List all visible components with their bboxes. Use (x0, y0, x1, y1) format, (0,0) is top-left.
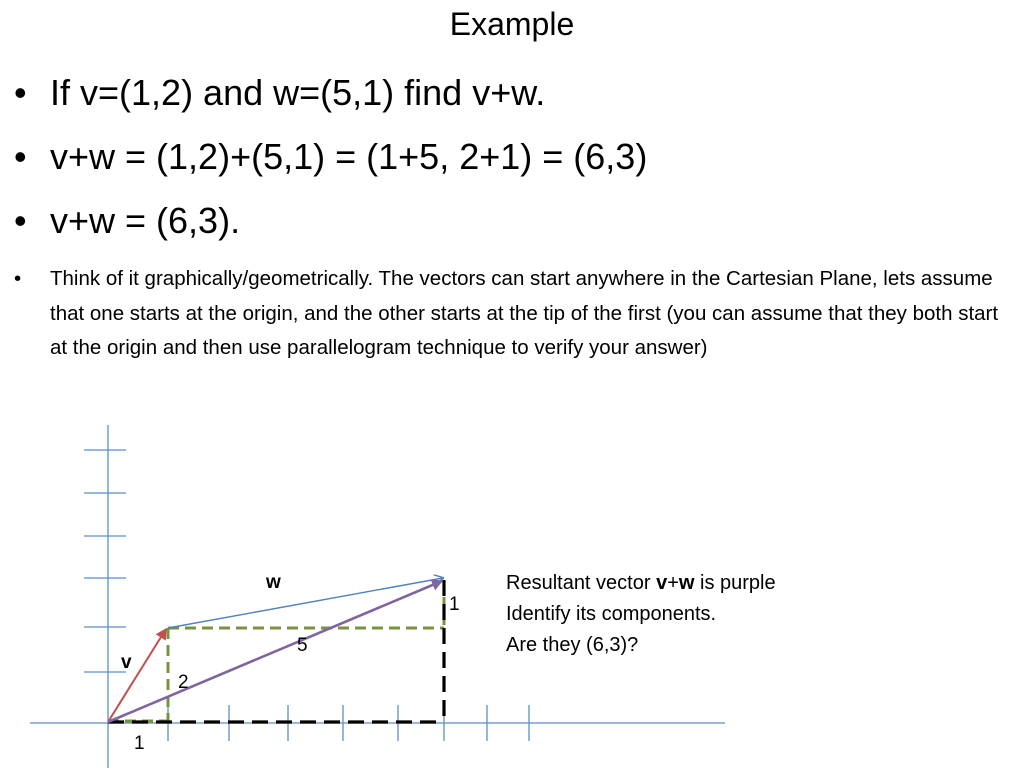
label-w: w (266, 572, 281, 593)
bullet-problem (14, 70, 1004, 116)
note-line-1 (506, 568, 776, 599)
note-v: v (656, 572, 668, 594)
vector-resultant (108, 581, 442, 722)
slide-title: Example (449, 6, 575, 42)
bullet-explanation (14, 262, 1004, 366)
note-prefix: Resultant vector (506, 572, 657, 594)
note-line-2: Identify its components. (506, 603, 717, 625)
resultant-note (506, 568, 776, 661)
note-line-3: Are they (6,3)? (506, 634, 639, 656)
label-one-bottom: 1 (134, 733, 145, 754)
note-suffix: is purple (694, 572, 776, 594)
bullet-dot: • (14, 267, 22, 290)
label-v: v (121, 652, 132, 673)
note-w: w (678, 572, 695, 594)
vector-v (108, 629, 166, 722)
vector-w (168, 578, 443, 628)
bullet-text: If v=(1,2) and w=(5,1) find v+w. (50, 72, 546, 113)
bullet-dot: • (14, 200, 27, 241)
bullet-computation (14, 134, 1004, 180)
bullet-answer (14, 198, 1004, 244)
bullet-dot: • (14, 72, 27, 113)
y-axis-ticks (84, 450, 126, 672)
bullet-text: Think of it graphically/geometrically. The vectors can start anywhere in the Cartesian Plane, lets assume that one starts at the origin, and the other starts at the tip of the first (you can assume that they both start at the origin and then use parallelogram technique to verify your answer) (50, 267, 999, 359)
bullet-text: v+w = (1,2)+(5,1) = (1+5, 2+1) = (6,3) (50, 136, 648, 177)
label-two: 2 (178, 672, 189, 693)
label-one-top: 1 (449, 594, 460, 615)
note-plus: + (667, 572, 679, 594)
bullet-list (14, 70, 1004, 366)
bullet-dot: • (14, 136, 27, 177)
bullet-text: v+w = (6,3). (50, 200, 241, 241)
label-five: 5 (297, 635, 308, 656)
